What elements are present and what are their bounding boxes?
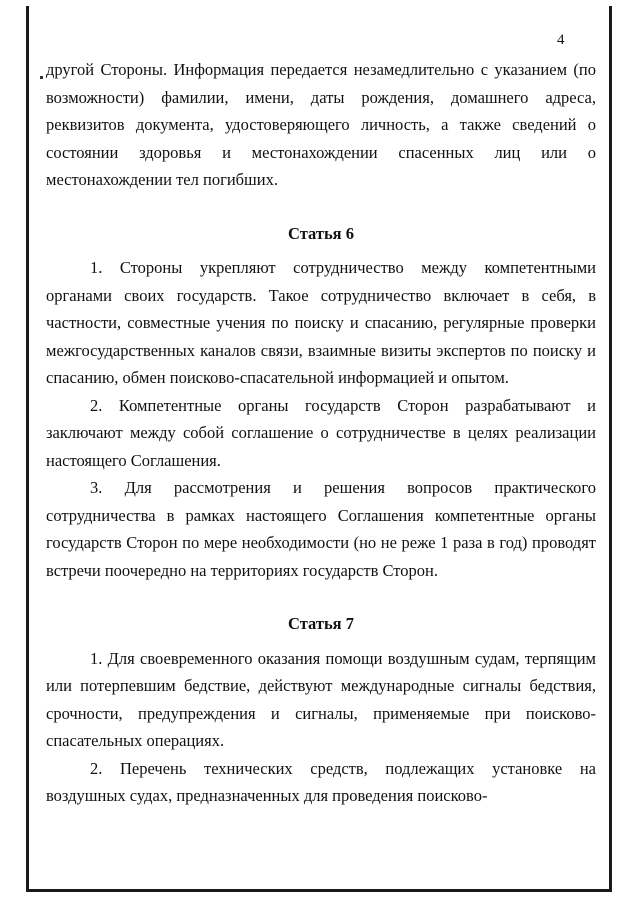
article-6-paragraph-3: 3. Для рассмотрения и решения вопросов практического сотрудничества в рамках настоящего Соглашения компетентные органы государств Сторон по мере необходимости (но не реже 1 раза в год) проводят встречи поочередно на территориях государств Сторон. <box>46 478 596 580</box>
article-6-paragraph-1: 1. Стороны укрепляют сотрудничество между компетентными органами своих государств. Такое сотрудничество включает в себя, в частности, совместные учения по поиску и спасанию, регулярные проверки межгосударственных каналов связи, взаимные визиты экспертов по поиску и спасанию, обмен поисково-спасательной информацией и опытом. <box>46 258 596 387</box>
article-7-title: Статья 7 <box>288 614 354 633</box>
scan-mark <box>40 76 43 79</box>
article-7-paragraph-1: 1. Для своевременного оказания помощи воздушным судам, терпящим или потерпевшим бедствие, действуют международные сигналы бедствия, срочности, предупреждения и сигналы, применяемые при поисково-спасательных операциях. <box>46 648 596 750</box>
intro-paragraph: другой Стороны. Информация передается незамедлительно с указанием (по возможности) фамилии, имени, даты рождения, домашнего адреса, реквизитов документа, удостоверяющего личность, а также сведений о состоянии здоровья и местонахождении спасенных лиц или о местонахождении тел погибших. <box>46 60 596 189</box>
page-number: 4 <box>557 32 565 48</box>
article-7-paragraph-2: 2. Перечень технических средств, подлежащих установке на воздушных судах, предназначенных для проведения поисково- <box>46 758 596 805</box>
article-6-paragraph-2: 2. Компетентные органы государств Сторон разрабатывают и заключают между собой соглашение о сотрудничестве в целях реализации настоящего Соглашения. <box>46 395 596 470</box>
document-body <box>46 56 596 810</box>
article-6-title: Статья 6 <box>288 223 354 243</box>
